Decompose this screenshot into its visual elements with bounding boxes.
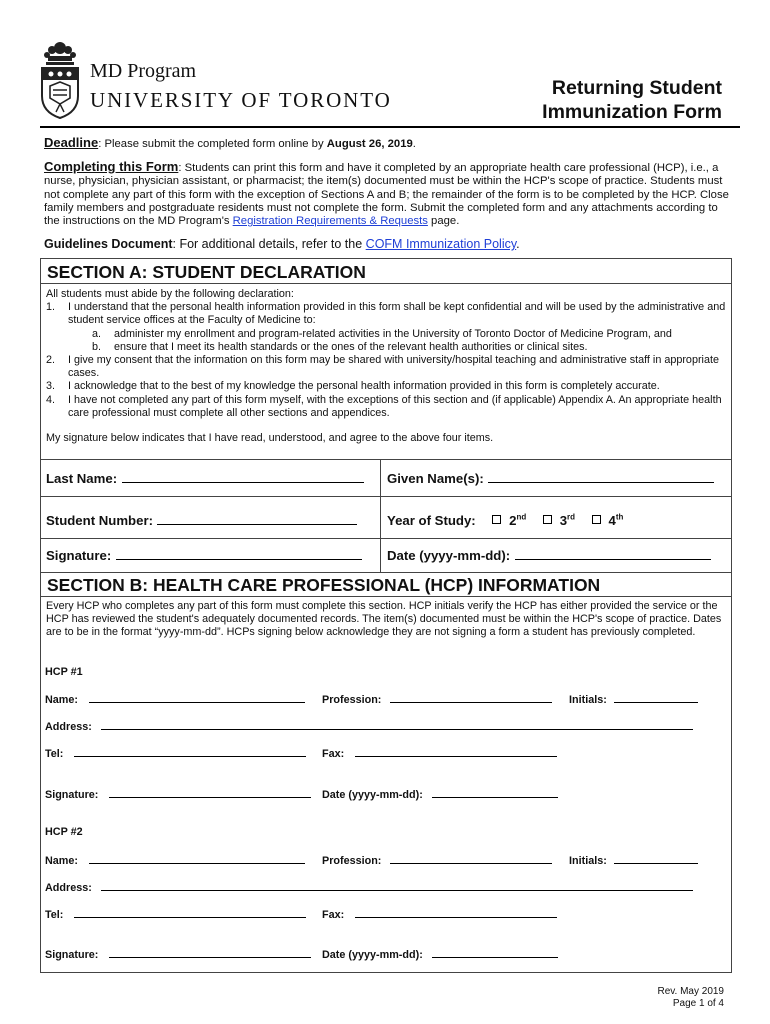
year-of-study-cell bbox=[387, 512, 623, 538]
hcp-date-label: Date (yyyy-mm-dd): bbox=[322, 789, 423, 801]
item-number: 2. bbox=[46, 354, 56, 367]
hcp-1-date-row bbox=[322, 788, 558, 801]
hcp-1-initials-field[interactable] bbox=[614, 693, 698, 703]
hcp-name-label: Name: bbox=[45, 855, 79, 867]
completing-label: Completing this Form bbox=[44, 159, 179, 174]
item-text: I give my consent that the information on this form may be shared with university/hospital teaching and administrative staff in appropriate cases. bbox=[68, 354, 719, 380]
year-suffix: nd bbox=[516, 512, 527, 522]
hcp-2-initials-row bbox=[569, 854, 698, 867]
declaration-subitem bbox=[46, 328, 726, 341]
hcp-1-title: HCP #1 bbox=[45, 666, 83, 678]
guidelines-end: . bbox=[516, 237, 520, 251]
student-number-row bbox=[40, 497, 732, 539]
hcp-2-address-field[interactable] bbox=[101, 881, 693, 891]
date-cell bbox=[387, 547, 711, 572]
hcp-2-signature-row bbox=[45, 948, 311, 961]
declaration-intro: All students must abide by the following declaration: bbox=[46, 288, 294, 300]
hcp-address-label: Address: bbox=[45, 882, 92, 894]
page-number: Page 1 of 4 bbox=[672, 998, 724, 1009]
column-divider bbox=[380, 460, 381, 496]
guidelines-label: Guidelines Document bbox=[44, 237, 173, 251]
hcp-2-name-field[interactable] bbox=[89, 854, 305, 864]
declaration-item bbox=[46, 354, 726, 380]
item-number: 1. bbox=[46, 301, 56, 314]
signature-cell bbox=[46, 547, 362, 572]
student-number-field[interactable] bbox=[157, 513, 357, 525]
form-title-line2: Immunization Form bbox=[542, 101, 722, 123]
year-number: 2 bbox=[509, 513, 517, 528]
hcp-1-address-field[interactable] bbox=[101, 720, 693, 730]
hcp-1-signature-row bbox=[45, 788, 311, 801]
completing-end: page. bbox=[427, 215, 460, 228]
signature-note: My signature below indicates that I have read, understood, and agree to the above four items. bbox=[46, 432, 494, 445]
hcp-2-fax-row bbox=[322, 908, 557, 921]
signature-row bbox=[40, 539, 732, 573]
deadline-date: August 26, 2019 bbox=[326, 138, 413, 150]
student-number-label: Student Number: bbox=[46, 513, 153, 528]
revision-note: Rev. May 2019 bbox=[657, 986, 724, 997]
form-title-line1: Returning Student bbox=[551, 77, 722, 99]
hcp-signature-label: Signature: bbox=[45, 949, 99, 961]
item-number: 3. bbox=[46, 380, 56, 393]
checkbox-3rd[interactable] bbox=[543, 515, 552, 524]
deadline-end: . bbox=[412, 138, 416, 150]
form-title bbox=[462, 76, 722, 124]
university-crest-logo bbox=[38, 38, 82, 120]
hcp-1-name-row bbox=[45, 693, 305, 706]
last-name-field[interactable] bbox=[122, 471, 364, 483]
item-text: I understand that the personal health information provided in this form shall be kept confidential and will be used by the administrative and student service offices at the Faculty of Medicine to: bbox=[68, 301, 726, 327]
subitem-text: administer my enrollment and program-related activities in the University of Toronto Doctor of Medicine Program, and bbox=[114, 327, 672, 340]
section-b-intro: Every HCP who completes any part of this form must complete this section. HCP initials verify the HCP has either provided the service or the HCP has reviewed the student's adequately documented records. The item(s) documented must be within the HCP's scope of practice. Dates are to be in the format “yyyy-mm-dd”. HCPs signing below acknowledge they are not signing a form a student has previously completed. bbox=[46, 600, 722, 639]
deadline-text: : Please submit the completed form online by bbox=[98, 138, 327, 150]
year-option-3rd[interactable] bbox=[531, 513, 575, 528]
checkbox-2nd[interactable] bbox=[492, 515, 501, 524]
hcp-1-tel-row bbox=[45, 747, 306, 760]
year-of-study-label: Year of Study: bbox=[387, 513, 476, 528]
hcp-1-date-field[interactable] bbox=[432, 788, 558, 798]
hcp-1-profession-field[interactable] bbox=[390, 693, 552, 703]
student-signature-field[interactable] bbox=[116, 548, 362, 560]
university-name: UNIVERSITY OF TORONTO bbox=[90, 88, 392, 112]
header-divider bbox=[40, 126, 740, 128]
hcp-2-date-field[interactable] bbox=[432, 948, 558, 958]
deadline-label: Deadline bbox=[44, 135, 99, 150]
year-number: 3 bbox=[559, 513, 568, 528]
checkbox-4th[interactable] bbox=[592, 515, 601, 524]
subitem-number: a. bbox=[92, 327, 102, 340]
hcp-signature-label: Signature: bbox=[45, 789, 99, 801]
hcp-initials-label: Initials: bbox=[569, 694, 607, 706]
hcp-profession-label: Profession: bbox=[322, 694, 382, 706]
subitem-number: b. bbox=[92, 340, 102, 353]
hcp-2-profession-field[interactable] bbox=[390, 854, 552, 864]
hcp-2-signature-field[interactable] bbox=[109, 948, 311, 958]
cofm-policy-link[interactable]: COFM Immunization Policy bbox=[365, 237, 517, 251]
guidelines-paragraph bbox=[44, 238, 734, 251]
hcp-fax-label: Fax: bbox=[322, 909, 345, 921]
declaration-item bbox=[46, 301, 726, 327]
last-name-label: Last Name: bbox=[46, 471, 118, 486]
student-date-field[interactable] bbox=[515, 548, 711, 560]
year-option-4th[interactable] bbox=[580, 513, 624, 528]
item-text: I acknowledge that to the best of my knowledge the personal health information provided in this form is completely accurate. bbox=[68, 380, 660, 393]
hcp-1-name-field[interactable] bbox=[89, 693, 305, 703]
hcp-1-fax-field[interactable] bbox=[355, 747, 557, 757]
hcp-2-profession-row bbox=[322, 854, 552, 867]
year-option-2nd[interactable] bbox=[480, 513, 526, 528]
hcp-2-date-row bbox=[322, 948, 558, 961]
student-signature-label: Signature: bbox=[46, 548, 112, 563]
hcp-1-initials-row bbox=[569, 693, 698, 706]
last-name-cell bbox=[46, 470, 364, 496]
item-text: I have not completed any part of this form myself, with the exceptions of this section and (if applicable) Appendix A. An appropriate health care professional must complete all other sections and appendices. bbox=[68, 393, 722, 419]
hcp-tel-label: Tel: bbox=[45, 909, 64, 921]
hcp-2-title: HCP #2 bbox=[45, 826, 83, 838]
column-divider bbox=[380, 539, 381, 572]
hcp-1-tel-field[interactable] bbox=[74, 747, 306, 757]
given-names-cell bbox=[387, 470, 714, 496]
column-divider bbox=[380, 497, 381, 538]
student-date-label: Date (yyyy-mm-dd): bbox=[387, 548, 511, 563]
section-a-title: SECTION A: STUDENT DECLARATION bbox=[40, 258, 732, 284]
name-row bbox=[40, 460, 732, 497]
deadline-paragraph bbox=[44, 136, 734, 151]
hcp-1-fax-row bbox=[322, 747, 557, 760]
declaration-item bbox=[46, 394, 726, 420]
student-number-cell bbox=[46, 512, 357, 538]
hcp-2-initials-field[interactable] bbox=[614, 854, 698, 864]
registration-requirements-link[interactable]: Registration Requirements & Requests bbox=[232, 215, 428, 228]
year-number: 4 bbox=[608, 513, 616, 528]
program-name: MD Program bbox=[90, 60, 197, 82]
hcp-date-label: Date (yyyy-mm-dd): bbox=[322, 949, 423, 961]
hcp-address-label: Address: bbox=[45, 721, 92, 733]
hcp-initials-label: Initials: bbox=[569, 855, 607, 867]
subitem-text: ensure that I meet its health standards or the ones of the relevant health authorities or clinical sites. bbox=[114, 340, 588, 353]
hcp-fax-label: Fax: bbox=[322, 748, 345, 760]
hcp-1-address-row bbox=[45, 720, 693, 733]
hcp-2-fax-field[interactable] bbox=[355, 908, 557, 918]
completing-text: : Students can print this form and have it completed by an appropriate health care professional (HCP), i.e., a nurse, physician, physician assistant, or pharmacist; the item(s) documented must be within the HCP's scope of practice. Students must not complete any part of this form with the exception of Sections A and B; the remainder of the form is to be completed by the HCP. Close family members and postgraduate residents must not complete the form. Submit the completed form and any attachments according to the instructions on the MD Program's bbox=[44, 162, 729, 228]
item-number: 4. bbox=[46, 393, 56, 406]
declaration-item bbox=[46, 380, 726, 393]
hcp-2-name-row bbox=[45, 854, 305, 867]
hcp-1-profession-row bbox=[322, 693, 552, 706]
year-suffix: rd bbox=[567, 512, 576, 522]
hcp-2-address-row bbox=[45, 881, 693, 894]
completing-paragraph bbox=[44, 160, 730, 228]
hcp-1-signature-field[interactable] bbox=[109, 788, 311, 798]
hcp-2-tel-field[interactable] bbox=[74, 908, 306, 918]
hcp-tel-label: Tel: bbox=[45, 748, 64, 760]
hcp-2-tel-row bbox=[45, 908, 306, 921]
section-a-declaration bbox=[46, 288, 726, 445]
hcp-name-label: Name: bbox=[45, 694, 79, 706]
declaration-subitem bbox=[46, 341, 726, 354]
guidelines-text: : For additional details, refer to the bbox=[172, 237, 366, 251]
given-names-label: Given Name(s): bbox=[387, 471, 484, 486]
section-b-title: SECTION B: HEALTH CARE PROFESSIONAL (HCP) INFORMATION bbox=[40, 573, 732, 597]
hcp-profession-label: Profession: bbox=[322, 855, 382, 867]
given-names-field[interactable] bbox=[488, 471, 714, 483]
year-suffix: th bbox=[615, 512, 624, 522]
